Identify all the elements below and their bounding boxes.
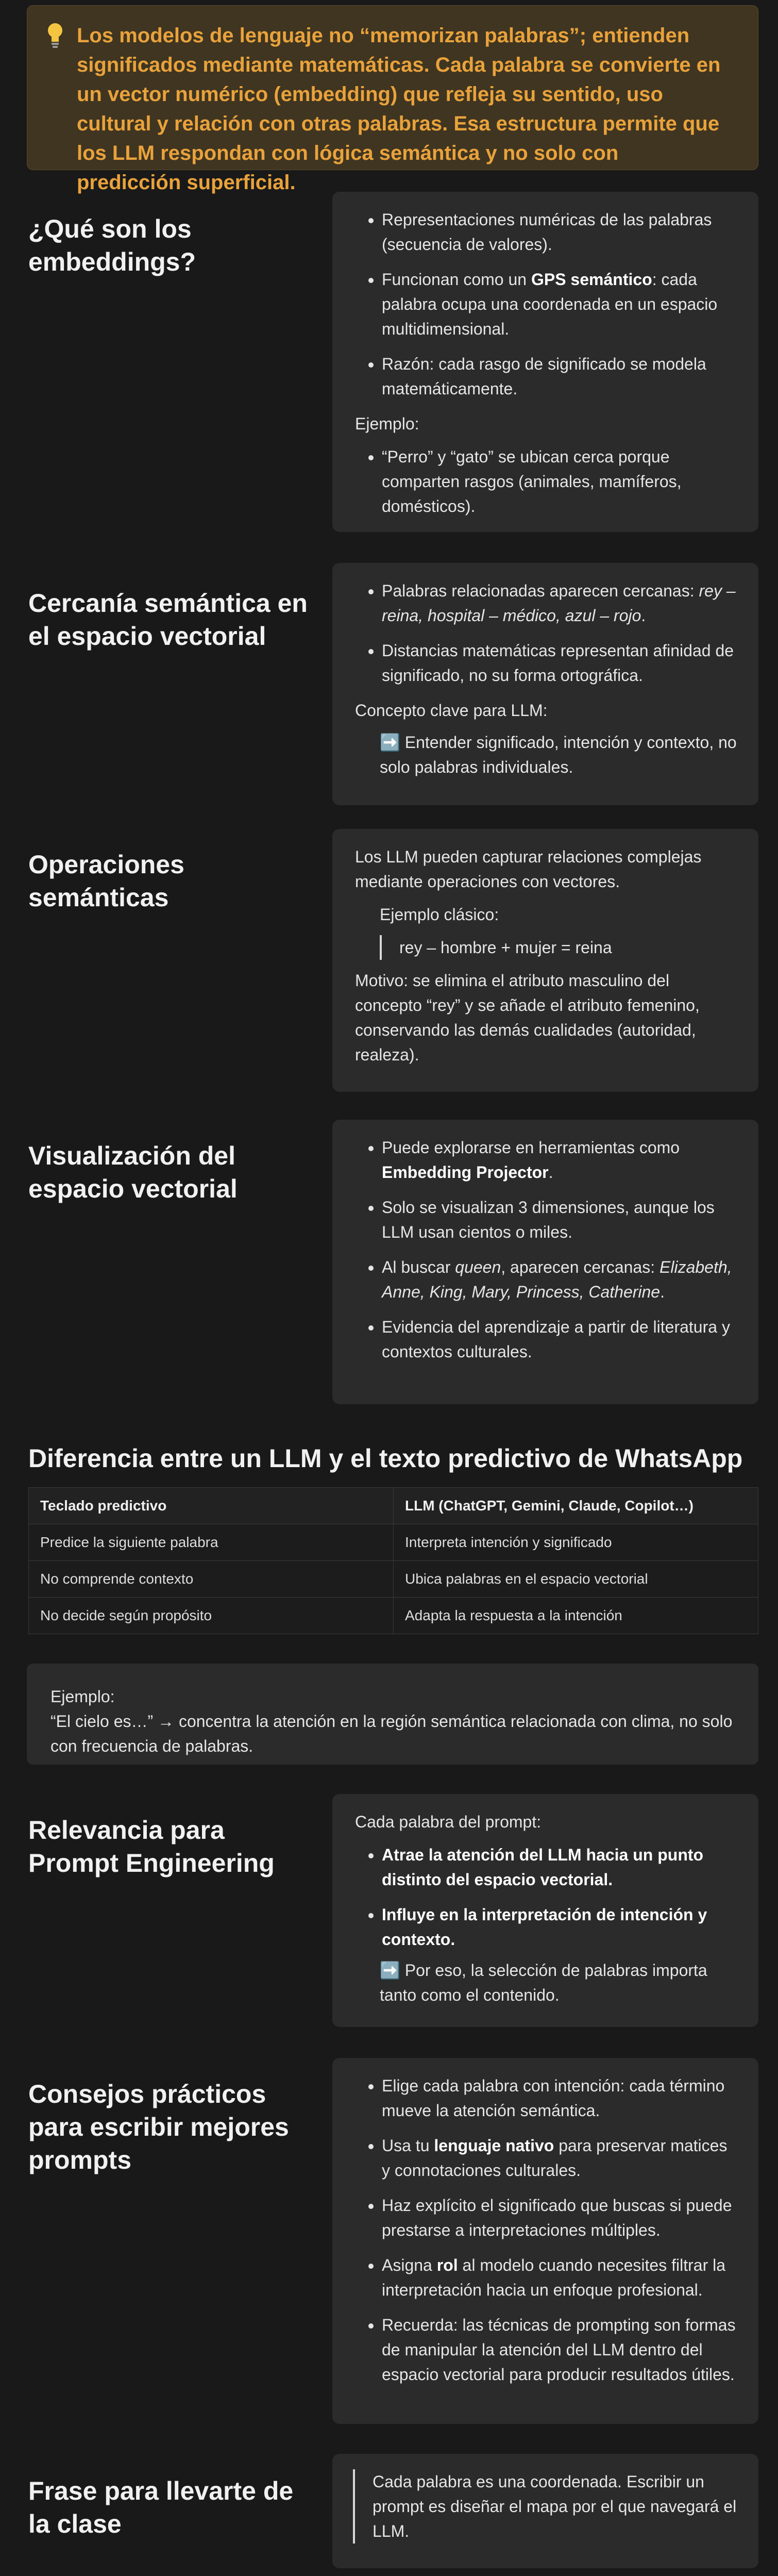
table-cell: No decide según propósito <box>29 1598 394 1634</box>
section-title-prompt-engineering: Relevancia para Prompt Engineering <box>28 1816 275 1877</box>
concept-label: Concepto clave para LLM: <box>355 701 548 720</box>
card-tips <box>332 2058 758 2424</box>
list-item: • Palabras relacionadas aparecen cercanas: rey – reina, hospital – médico, azul – rojo. <box>382 578 738 628</box>
prompt-engineering-list <box>355 1842 738 1952</box>
example-box-text: “El cielo es…” → concentra la atención en la región semántica relacionada con clima, no solo con frecuencia de palabras. <box>50 1712 733 1755</box>
table-header-cell: Teclado predictivo <box>29 1488 394 1524</box>
list-item: • Puede explorarse en herramientas como Embedding Projector. <box>382 1135 738 1185</box>
proximity-list <box>355 578 738 688</box>
intro-callout <box>27 5 758 194</box>
section-title-operations: Operaciones semánticas <box>28 850 184 912</box>
list-item: • Al buscar queen, aparecen cercanas: Elizabeth, Anne, King, Mary, Princess, Catherine. <box>382 1255 738 1304</box>
table-header-cell: LLM (ChatGPT, Gemini, Claude, Copilot…) <box>394 1488 758 1524</box>
table-cell: Adapta la respuesta a la intención <box>394 1598 758 1634</box>
list-item: • Influye en la interpretación de intención y contexto. <box>382 1902 738 1952</box>
table-cell: Predice la siguiente palabra <box>29 1524 394 1561</box>
section-title-proximity: Cercanía semántica en el espacio vectorial <box>28 589 308 651</box>
card-visualization <box>332 1120 758 1404</box>
card-prompt-engineering <box>332 1794 758 2027</box>
list-item: • Recuerda: las técnicas de prompting son formas de manipular la atención del LLM dentro del espacio vectorial para producir resultados útiles. <box>382 2313 738 2387</box>
card-operations <box>332 829 758 1092</box>
table-row <box>29 1561 758 1598</box>
section-title-tips: Consejos prácticos para escribir mejores prompts <box>28 2080 289 2174</box>
card-proximity <box>332 563 758 805</box>
lightbulb-icon <box>45 21 65 49</box>
comparison-table <box>28 1487 758 1634</box>
list-item: • Distancias matemáticas representan afinidad de significado, no su forma ortográfica. <box>382 638 738 688</box>
list-item: • Haz explícito el significado que buscas si puede prestarse a interpretaciones múltiples. <box>382 2193 738 2242</box>
table-row <box>29 1524 758 1561</box>
embeddings-list <box>355 207 738 401</box>
table-cell: Ubica palabras en el espacio vectorial <box>394 1561 758 1598</box>
card-takeaway <box>332 2454 758 2568</box>
tips-list <box>355 2073 738 2387</box>
list-item: • Representaciones numéricas de las palabras (secuencia de valores). <box>382 207 738 257</box>
list-item: • Solo se visualizan 3 dimensiones, aunque los LLM usan cientos o miles. <box>382 1195 738 1244</box>
section-title-visualization: Visualización del espacio vectorial <box>28 1141 238 1203</box>
table-cell: No comprende contexto <box>29 1561 394 1598</box>
list-item: • “Perro” y “gato” se ubican cerca porque comparten rasgos (animales, mamíferos, domésticos). <box>382 444 738 519</box>
section-title-takeaway: Frase para llevarte de la clase <box>28 2477 294 2538</box>
example-label: Ejemplo: <box>355 414 419 433</box>
concept-text: ➡️ Entender significado, intención y contexto, no solo palabras individuales. <box>380 733 737 776</box>
formula-quote: rey – hombre + mujer = reina <box>380 935 738 960</box>
list-item: • Elige cada palabra con intención: cada término mueve la atención semántica. <box>382 2073 738 2123</box>
list-item: • Atrae la atención del LLM hacia un punto distinto del espacio vectorial. <box>382 1842 738 1892</box>
example-box <box>27 1664 758 1765</box>
prompt-engineering-note: ➡️ Por eso, la selección de palabras importa tanto como el contenido. <box>380 1961 707 2004</box>
table-title: Diferencia entre un LLM y el texto predictivo de WhatsApp <box>28 1444 743 1473</box>
list-item: • Evidencia del aprendizaje a partir de literatura y contextos culturales. <box>382 1315 738 1364</box>
example-box-label: Ejemplo: <box>50 1687 115 1706</box>
section-title-embeddings: ¿Qué son los embeddings? <box>28 214 196 276</box>
callout-text: Los modelos de lenguaje no “memorizan palabras”; entienden significados mediante matemáticas. Cada palabra se convierte en un vector numérico (embedding) que refleja su sentido, uso cultural y relación con otras palabras. Esa estructura permite que los LLM respondan con lógica semántica y no solo con predicción superficial. <box>77 24 721 194</box>
prompt-engineering-intro: Cada palabra del prompt: <box>355 1813 542 1831</box>
operations-motive: Motivo: se elimina el atributo masculino del concepto “rey” y se añade el atributo femenino, conservando las demás cualidades (autoridad, realeza). <box>355 971 700 1064</box>
table-cell: Interpreta intención y significado <box>394 1524 758 1561</box>
operations-intro: Los LLM pueden capturar relaciones complejas mediante operaciones con vectores. <box>355 847 702 891</box>
list-item: • Funcionan como un GPS semántico: cada palabra ocupa una coordenada en un espacio multidimensional. <box>382 267 738 341</box>
list-item: • Usa tu lenguaje nativo para preservar matices y connotaciones culturales. <box>382 2133 738 2183</box>
formula-wrapper <box>355 935 738 960</box>
list-item: • Razón: cada rasgo de significado se modela matemáticamente. <box>382 352 738 401</box>
example-list <box>355 444 738 519</box>
table-header-row <box>29 1488 758 1524</box>
table-row <box>29 1598 758 1634</box>
visualization-list <box>355 1135 738 1364</box>
card-embeddings <box>332 192 758 532</box>
takeaway-quote: Cada palabra es una coordenada. Escribir un prompt es diseñar el mapa por el que navegará el LLM. <box>353 2469 738 2544</box>
example-label: Ejemplo clásico: <box>380 905 499 924</box>
list-item: • Asigna rol al modelo cuando necesites filtrar la interpretación hacia un enfoque profesional. <box>382 2253 738 2302</box>
